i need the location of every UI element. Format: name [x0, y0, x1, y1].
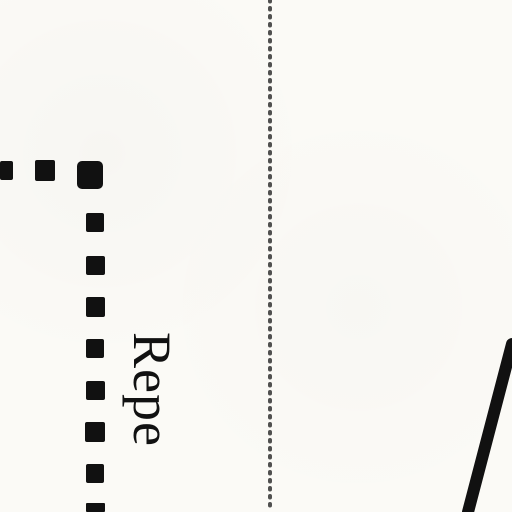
- dotted-boundary-vertical: [85, 213, 105, 512]
- dotted-boundary-horizontal: [0, 160, 103, 189]
- diagonal-connector-line: [468, 344, 512, 512]
- rotated-node-label: Repe: [122, 332, 182, 447]
